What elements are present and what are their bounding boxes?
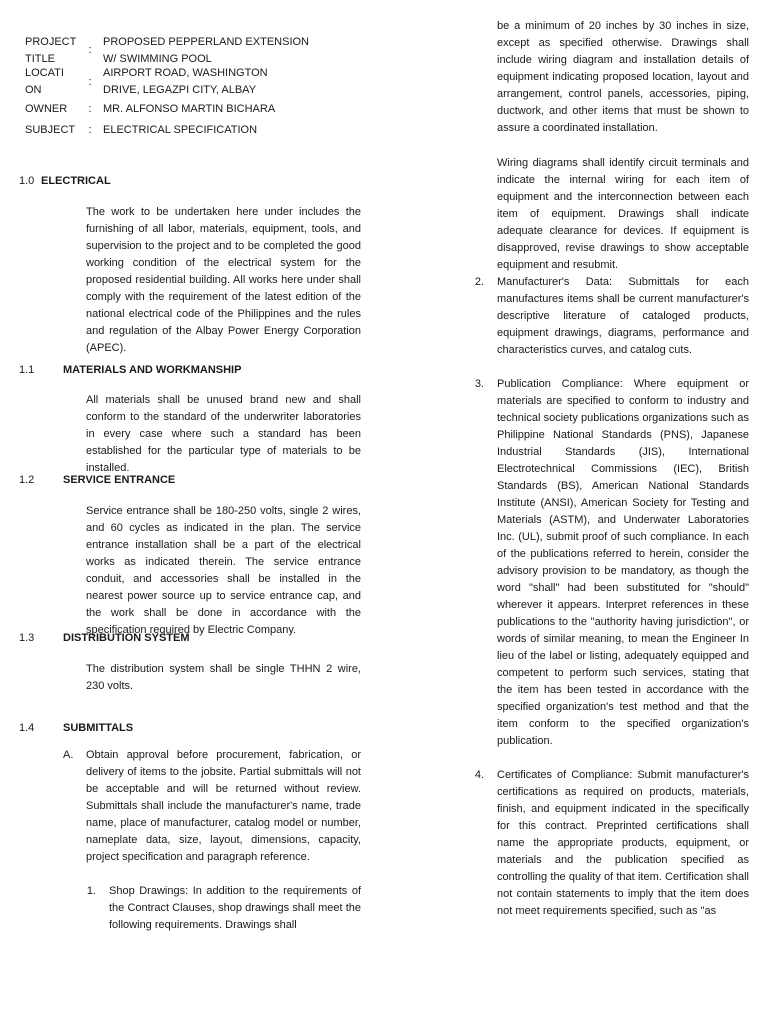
list-item-body: Publication Compliance: Where equipment or materials are specified to conform to industry and technical society publications organizations such as Philippine National Standards (PNS), Japanese Industrial Standards (JIS), International Electrotechnical Commissions (IEC), British Standards (BS), American National Standards Institute (ANSI), American Society for Testing and Materials (ASTM), and Underwater Laboratories Inc. (UL), submit proof of such compliance. In each of the publications referred to herein, consider the advisory provision to be mandatory, as though the word "shall" had been substituted for "should" wherever it appears. Interpret references in these publications to the "authority having jurisdiction", or words of similar meaning, to mean the Engineer In lieu of the label or listing, adequately equipped and competent to perform such services, stating that the item has been tested in accordance with the specified organization's test method and that the item conform to the specified organization's publication. [497,378,749,747]
list-label: 1. [86,885,96,897]
header-colon: : [88,103,92,115]
location-label: LOCATION [25,67,64,96]
section-number: 1.4 [19,722,35,734]
owner-value: MR. ALFONSO MARTIN BICHARA [103,103,276,115]
project-value: PROPOSED PEPPERLAND EXTENSION W/ SWIMMING POOL [103,36,309,65]
section-number: 1.2 [19,474,35,486]
section-title: DISTRIBUTION SYSTEM [63,632,190,644]
section-number: 1.1 [19,364,35,376]
subject-label: SUBJECT [25,124,76,136]
section-title: ELECTRICAL [41,175,111,187]
header-colon: : [88,76,92,88]
section-body: All materials shall be unused brand new and shall conform to the standard of the underwriter laboratories in every case where such a standard has been established for the particular type of materials to be installed. [86,394,361,474]
section-body: The distribution system shall be single THHN 2 wire, 230 volts. [86,663,361,692]
header-colon: : [88,44,92,56]
section-number: 1.0 [19,175,35,187]
header-colon: : [88,124,92,136]
list-item-body: Shop Drawings: In addition to the requirements of the Contract Clauses, shop drawings shall meet the following requirements. Drawings shall [109,885,361,931]
list-label: A. [63,749,74,761]
list-label: 4. [474,769,484,781]
section-number: 1.3 [19,632,35,644]
location-value: AIRPORT ROAD, WASHINGTON DRIVE, LEGAZPI CITY, ALBAY [103,67,268,96]
section-title: SERVICE ENTRANCE [63,474,176,486]
continued-text: Wiring diagrams shall identify circuit terminals and indicate the internal wiring for each item of equipment and the interconnection between each item of equipment. Drawings shall indicate adequate clearance for devices. If equipment is disapproved, revise drawings to show acceptable equipment and resubmit. [497,157,749,271]
project-label: PROJECT TITLE [25,36,77,65]
owner-label: OWNER [25,103,68,115]
section-title: MATERIALS AND WORKMANSHIP [63,364,242,376]
subject-value: ELECTRICAL SPECIFICATION [103,124,258,136]
section-body: Service entrance shall be 180-250 volts, single 2 wires, and 60 cycles as indicated in the plan. The service entrance installation shall be a part of the electrical works as indicated therein. The service entrance conduit, and accessories shall be installed in the nearest power source up to service entrance cap, and the work shall be done in accordance with the specification required by Electric Company. [86,505,361,636]
section-title: SUBMITTALS [63,722,134,734]
list-label: 3. [474,378,484,390]
list-label: 2. [474,276,484,288]
list-item-body: Manufacturer's Data: Submittals for each manufactures items shall be current manufacturer's descriptive literature of cataloged products, equipment drawings, diagrams, performance and characteristics curves, and catalog cuts. [497,276,749,356]
section-body: The work to be undertaken here under includes the furnishing of all labor, materials, equipment, tools, and supervision to the project and to be completed the good working condition of the electrical system for the proposed residential building. All works here under shall comply with the requirement of the latest edition of the national electrical code of the Philippines and the rules and regulation of the Albay Power Energy Corporation (APEC). [86,206,361,354]
continued-text: be a minimum of 20 inches by 30 inches in size, except as specified otherwise. Drawings shall include wiring diagram and installation details of equipment indicating proposed location, layout and arrangement, control panels, accessories, piping, ductwork, and other items that must be shown to assure a coordinated installation. [497,20,749,134]
list-item-body: Obtain approval before procurement, fabrication, or delivery of items to the jobsite. Partial submittals will not be acceptable and will be returned without review. Submittals shall include the manufacturer's name, trade name, place of manufacturer, catalog model or number, nameplate data, size, layout, dimensions, capacity, project specification and paragraph reference. [86,749,361,863]
list-item-body: Certificates of Compliance: Submit manufacturer's certifications as required on products, materials, finish, and equipment indicated in the specifically for this contract. Preprinted certifications shall name the appropriate products, equipment, or materials and the publication specified as controlling the quality of that item. Certification shall not contain statements to imply that the item does not meet requirements specified, such as "as [497,769,749,917]
